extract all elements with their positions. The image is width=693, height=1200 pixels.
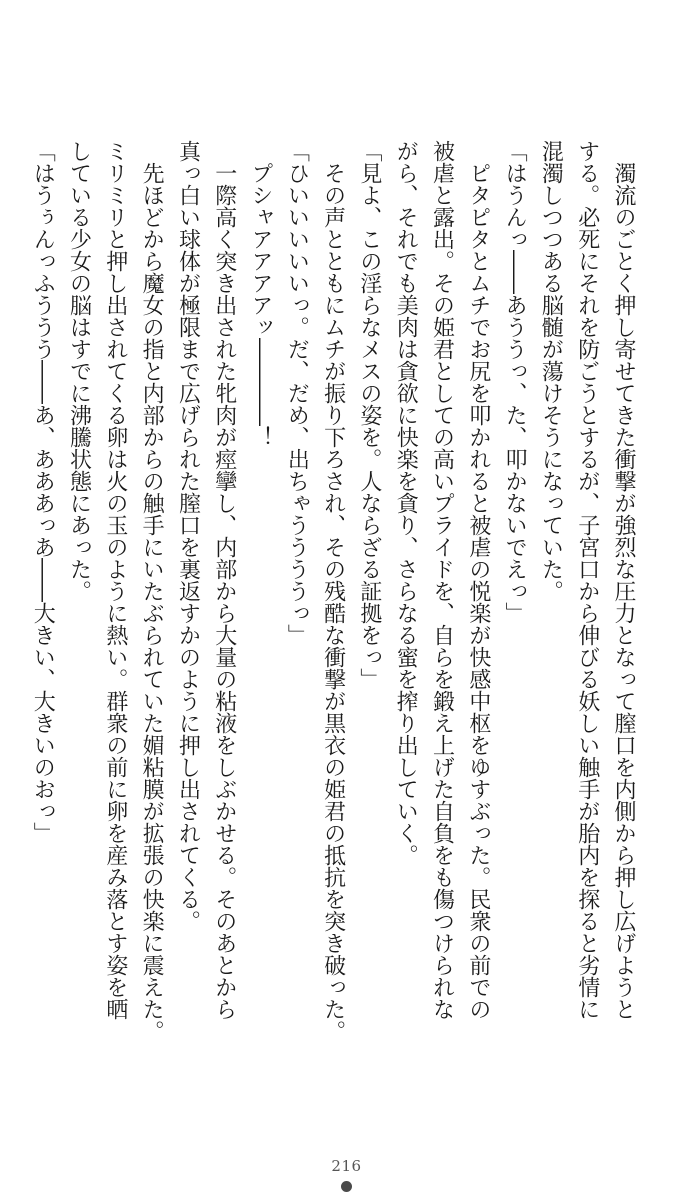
text-column: 濁流のごとく押し寄せてきた衝撃が強烈な圧力となって膣口を内側から押し広げようと <box>611 162 636 1020</box>
text-column: 先ほどから魔女の指と内部からの触手にいたぶられていた媚粘膜が拡張の快楽に震えた。 <box>139 162 165 1042</box>
text-column: 真っ白い球体が極限まで広げられた膣口を裏返すかのように押し出されてくる。 <box>175 140 201 932</box>
text-column: ピタピタとムチでお尻を叩かれると被虐の悦楽が快感中枢をゆすぶった。民衆の前での <box>465 162 491 1020</box>
text-column: 「見よ、この淫らなメスの姿を。人ならざる証拠をっ」 <box>356 140 382 690</box>
text-column: 「はうぅんっふううう――あ、あああっあ――大きい、大きいのおっ」 <box>30 140 56 844</box>
text-column: 混濁しつつある脳髄が蕩けそうになっていた。 <box>538 140 564 602</box>
text-column: する。必死にそれを防ごうとするが、子宮口から伸びる妖しい触手が胎内を探ると劣情に <box>574 140 600 1020</box>
vertical-text-block <box>24 140 641 1100</box>
text-column: ミリミリと押し出されてくる卵は火の玉のように熱い。群衆の前に卵を産み落とす姿を晒 <box>102 140 128 1020</box>
text-column: がら、それでも美肉は貪欲に快楽を貪り、さらなる蜜を搾り出していく。 <box>393 140 419 866</box>
text-column: プシャアアアアッ――――！ <box>248 162 274 448</box>
text-column: している少女の脳はすでに沸騰状態にあった。 <box>66 140 92 602</box>
text-column: その声とともにムチが振り下ろされ、その残酷な衝撃が黒衣の姫君の抵抗を突き破った。 <box>320 162 346 1042</box>
text-column: 被虐と露出。その姫君としての高いプライドを、自らを鍛え上げた自負をも傷つけられな <box>429 140 455 1020</box>
text-column: 「はうんっ――あううっ、た、叩かないでえっ」 <box>502 140 528 624</box>
page-number: 216 <box>331 1157 362 1175</box>
text-column: 一際高く突き出された牝肉が痙攣し、内部から大量の粘液をしぶかせる。そのあとから <box>211 162 237 1020</box>
text-column: 「ひいいいいいっ。だ、だめ、出ちゃううううっ」 <box>284 140 310 646</box>
page-marker-dot <box>341 1181 352 1192</box>
